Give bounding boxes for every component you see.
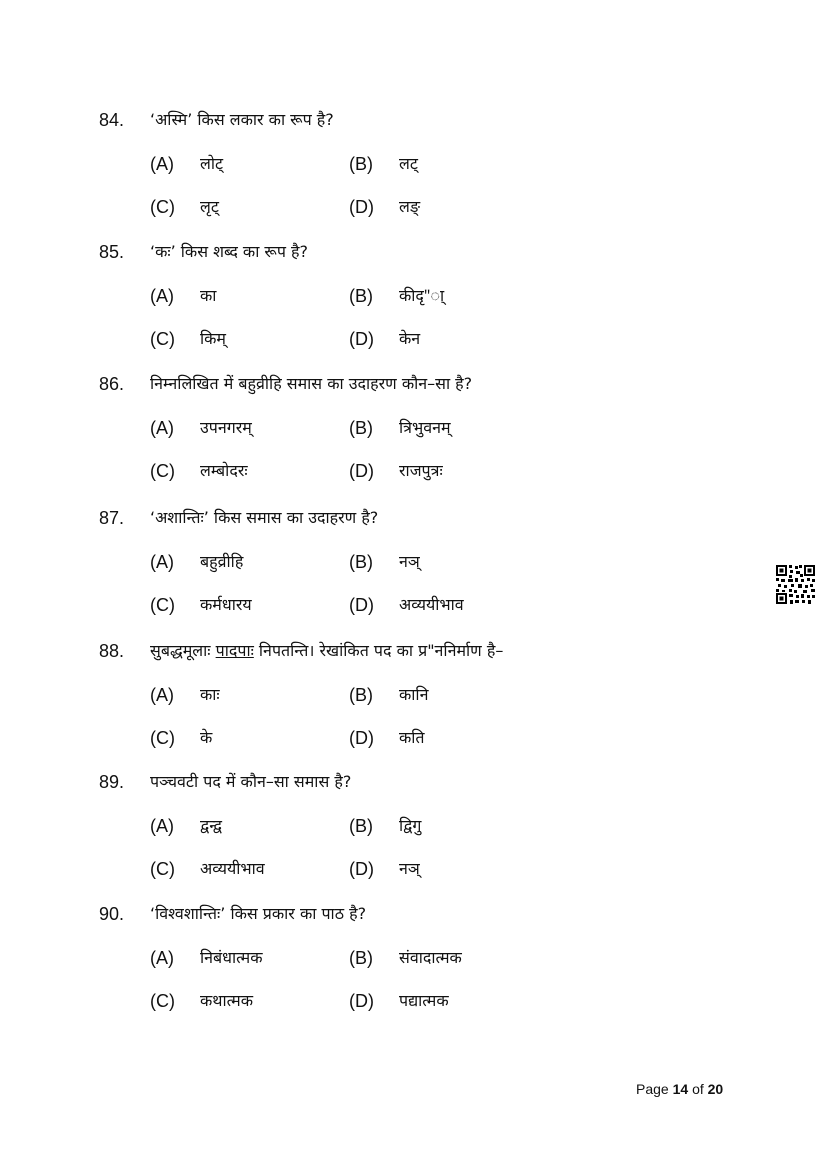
page-word: Page (636, 1081, 669, 1097)
page-counter (636, 1080, 723, 1098)
underlined-word: पादपाः (215, 641, 254, 660)
option-label: (A) (150, 816, 174, 836)
option-label: (B) (349, 154, 373, 174)
option-label: (A) (150, 948, 174, 968)
option-text: नञ् (399, 552, 420, 571)
option-text: लम्बोदरः (200, 461, 248, 480)
option-label: (D) (349, 329, 374, 349)
option-label: (A) (150, 154, 174, 174)
option-label: (C) (150, 461, 175, 481)
option-text: कति (399, 728, 425, 747)
option-text: लृट् (200, 197, 219, 216)
question-number: 86. (99, 374, 125, 394)
option-text: कर्मधारय (200, 595, 252, 614)
option-text: उपनगरम् (200, 418, 252, 437)
question-text: निम्नलिखित में बहुव्रीहि समास का उदाहरण कौन–सा है? (150, 374, 473, 393)
option-text: द्विगु (399, 816, 422, 835)
option-text: लट् (399, 154, 418, 173)
option-label: (D) (349, 728, 374, 748)
option-text: केन (399, 329, 421, 348)
option-label: (B) (349, 685, 373, 705)
option-label: (C) (150, 859, 175, 879)
question-90 (0, 902, 827, 1034)
option-label: (B) (349, 816, 373, 836)
option-text: किम् (200, 329, 227, 348)
option-label: (D) (349, 197, 374, 217)
current-page-number: 14 (672, 1081, 689, 1097)
question-text: पञ्चवटी पद में कौन–सा समास है? (150, 772, 352, 791)
question-text-end: निपतन्ति। रेखांकित पद का प्र"ननिर्माण है– (253, 641, 504, 660)
option-label: (A) (150, 418, 174, 438)
question-88 (0, 639, 827, 771)
option-text: निबंधात्मक (200, 948, 263, 967)
option-label: (A) (150, 286, 174, 306)
option-text: पद्यात्मक (399, 991, 449, 1010)
question-text: ‘विश्वशान्तिः’ किस प्रकार का पाठ है? (150, 904, 367, 923)
option-label: (B) (349, 418, 373, 438)
option-text: काः (200, 685, 220, 704)
total-page-number: 20 (707, 1081, 724, 1097)
question-text-start: सुबद्धमूलाः (150, 641, 216, 660)
question-number: 85. (99, 242, 125, 262)
option-label: (C) (150, 197, 175, 217)
option-text: कानि (399, 685, 429, 704)
question-87 (0, 506, 827, 638)
option-label: (D) (349, 461, 374, 481)
option-label: (D) (349, 859, 374, 879)
option-text: द्वन्द्व (200, 816, 222, 835)
option-label: (A) (150, 685, 174, 705)
option-text: कीदृ"ा् (399, 286, 445, 305)
option-label: (B) (349, 552, 373, 572)
option-label: (A) (150, 552, 174, 572)
option-text: नञ् (399, 859, 420, 878)
question-84 (0, 108, 827, 240)
question-number: 87. (99, 508, 125, 528)
option-label: (D) (349, 595, 374, 615)
option-label: (C) (150, 728, 175, 748)
question-text: ‘अस्मि’ किस लकार का रूप है? (150, 110, 334, 129)
option-label: (C) (150, 595, 175, 615)
of-word: of (692, 1081, 704, 1097)
option-text: अव्ययीभाव (399, 595, 464, 614)
option-label: (B) (349, 948, 373, 968)
qr-code-icon (776, 565, 815, 604)
option-text: संवादात्मक (399, 948, 462, 967)
option-text: लङ् (399, 197, 421, 216)
question-89 (0, 770, 827, 902)
question-85 (0, 240, 827, 372)
option-text: लोट् (200, 154, 224, 173)
question-number: 84. (99, 110, 125, 130)
option-text: का (200, 286, 217, 305)
option-label: (C) (150, 329, 175, 349)
question-text: ‘कः’ किस शब्द का रूप है? (150, 242, 309, 261)
option-label: (D) (349, 991, 374, 1011)
question-number: 88. (99, 641, 125, 661)
option-text: कथात्मक (200, 991, 254, 1010)
option-text: अव्ययीभाव (200, 859, 265, 878)
question-text (150, 639, 503, 663)
option-text: राजपुत्रः (399, 461, 443, 480)
option-label: (C) (150, 991, 175, 1011)
option-label: (B) (349, 286, 373, 306)
option-text: के (200, 728, 213, 747)
option-text: त्रिभुवनम् (399, 418, 451, 437)
question-86 (0, 372, 827, 504)
question-number: 89. (99, 772, 125, 792)
option-text: बहुव्रीहि (200, 552, 244, 571)
question-text: ‘अशान्तिः’ किस समास का उदाहरण है? (150, 508, 379, 527)
question-number: 90. (99, 904, 125, 924)
